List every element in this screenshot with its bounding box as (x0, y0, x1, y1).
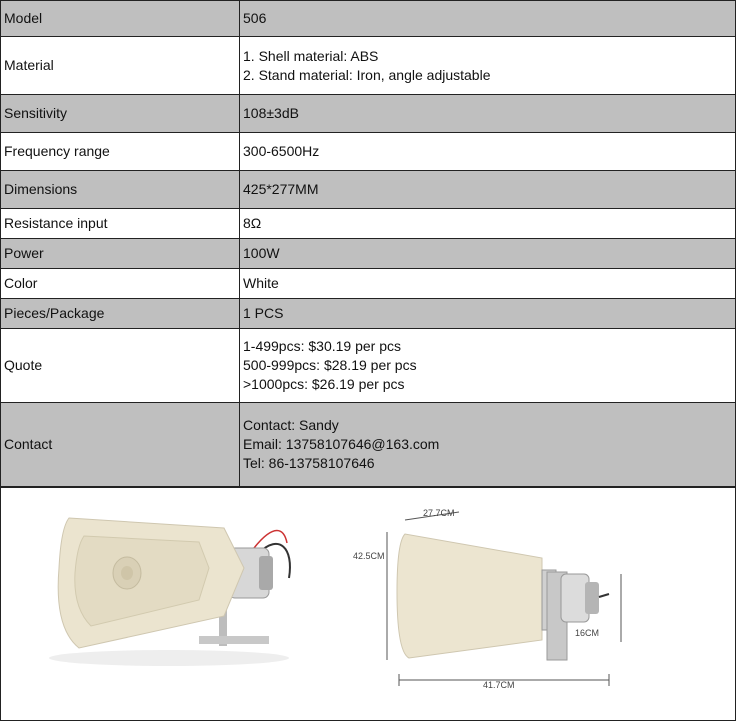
depth-dimension-label: 16CM (575, 628, 600, 638)
spec-value-line: >1000pcs: $26.19 per pcs (243, 376, 405, 392)
spec-value-line: 500-999pcs: $28.19 per pcs (243, 357, 417, 373)
spec-label: Pieces/Package (1, 299, 240, 329)
spec-value (240, 95, 736, 133)
product-images (0, 487, 736, 721)
spec-value-line: 506 (243, 10, 267, 26)
spec-value (240, 133, 736, 171)
spec-label: Resistance input (1, 209, 240, 239)
spec-label: Material (1, 37, 240, 95)
spec-label: Contact (1, 403, 240, 487)
spec-value-line: 1 PCS (243, 305, 284, 321)
spec-value-line: 2. Stand material: Iron, angle adjustable (243, 66, 491, 83)
spec-label: Model (1, 1, 240, 37)
spec-value-line: 1-499pcs: $30.19 per pcs (243, 338, 401, 354)
spec-row (1, 329, 736, 403)
spec-value-line: 1. Shell material: ABS (243, 47, 379, 64)
spec-value-line: 100W (243, 245, 280, 261)
length-dimension-label: 41.7CM (483, 680, 515, 690)
spec-label: Quote (1, 329, 240, 403)
spec-row (1, 239, 736, 269)
spec-row (1, 37, 736, 95)
spec-label: Color (1, 269, 240, 299)
spec-value-line: Tel: 86-13758107646 (243, 455, 375, 471)
speaker-front-photo (49, 508, 305, 668)
spec-label: Power (1, 239, 240, 269)
spec-value (240, 37, 736, 95)
spec-value (240, 209, 736, 239)
spec-row (1, 209, 736, 239)
spec-value (240, 299, 736, 329)
spec-value (240, 403, 736, 487)
width-dimension-label: 27.7CM (423, 508, 455, 518)
spec-value-line: 8Ω (243, 215, 262, 231)
speaker-side-drawing (347, 502, 647, 702)
spec-value (240, 171, 736, 209)
spec-label: Dimensions (1, 171, 240, 209)
spec-row (1, 1, 736, 37)
spec-value-line: 108±3dB (243, 105, 299, 121)
spec-value-line: 425*277MM (243, 181, 319, 197)
spec-row (1, 95, 736, 133)
spec-row (1, 171, 736, 209)
spec-label: Sensitivity (1, 95, 240, 133)
spec-label: Frequency range (1, 133, 240, 171)
spec-row (1, 269, 736, 299)
spec-value-line: Contact: Sandy (243, 417, 339, 433)
spec-value (240, 329, 736, 403)
spec-value (240, 239, 736, 269)
spec-value-line: Email: 13758107646@163.com (243, 436, 440, 452)
spec-row (1, 133, 736, 171)
spec-row (1, 403, 736, 487)
spec-row (1, 299, 736, 329)
spec-table-body (1, 1, 736, 487)
spec-value-line: White (243, 275, 279, 291)
spec-value (240, 1, 736, 37)
height-dimension-label: 42.5CM (353, 551, 385, 561)
spec-value (240, 269, 736, 299)
spec-value-line: 300-6500Hz (243, 143, 320, 159)
